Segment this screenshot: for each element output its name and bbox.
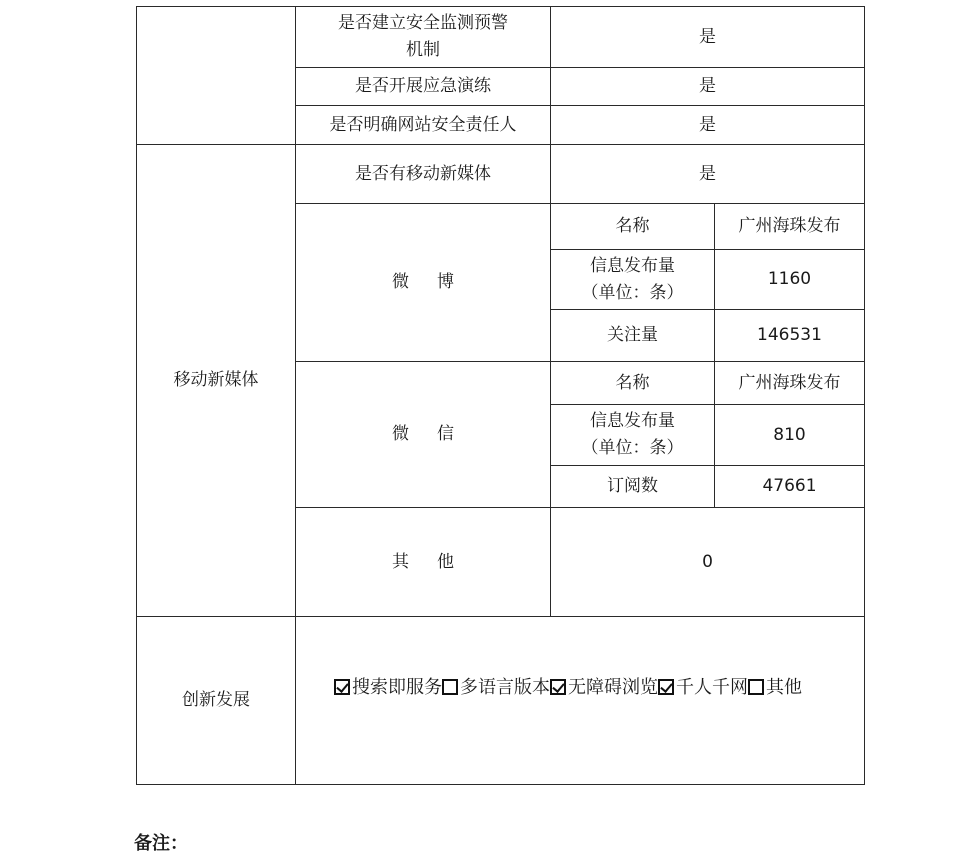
wechat-count-value: 810 xyxy=(773,424,806,445)
checked-box-icon[interactable] xyxy=(334,679,350,695)
weibo-followers-value: 146531 xyxy=(757,325,822,345)
innovation-option[interactable] xyxy=(442,674,550,701)
innovation-option-label: 多语言版本 xyxy=(460,676,550,698)
unchecked-box-icon[interactable] xyxy=(442,679,458,695)
wechat-subs-label: 订阅数 xyxy=(607,476,658,496)
weibo-label-b: 博 xyxy=(437,272,454,292)
wechat-name-value: 广州海珠发布 xyxy=(738,372,841,393)
warning-answer: 是 xyxy=(699,26,716,47)
drill-question: 是否开展应急演练 xyxy=(355,76,491,96)
innovation-option-label: 其他 xyxy=(766,676,802,698)
innovation-option[interactable] xyxy=(748,674,802,701)
warning-question-line1: 是否建立安全监测预警 xyxy=(338,13,508,33)
checked-box-icon[interactable] xyxy=(658,679,674,695)
weibo-label xyxy=(296,204,550,361)
other-value: 0 xyxy=(702,551,713,572)
innovation-option[interactable] xyxy=(658,674,748,701)
wechat-count-label-line1: 信息发布量 xyxy=(590,411,675,431)
innovation-option-label: 无障碍浏览 xyxy=(568,676,658,698)
weibo-count-label-line1: 信息发布量 xyxy=(590,255,675,276)
responsible-question: 是否明确网站安全责任人 xyxy=(329,114,517,135)
warning-question-line2: 机制 xyxy=(406,40,440,60)
wechat-count-label-line2: （单位：条） xyxy=(581,438,684,458)
weibo-count-label xyxy=(551,250,714,309)
weibo-followers-label: 关注量 xyxy=(607,325,658,345)
drill-answer: 是 xyxy=(699,76,716,96)
innovation-section-label: 创新发展 xyxy=(182,690,250,710)
responsible-answer: 是 xyxy=(699,114,716,135)
other-label-a: 其 xyxy=(392,551,409,572)
wechat-subs-value: 47661 xyxy=(762,476,817,496)
other-label-b: 他 xyxy=(437,551,454,572)
media-answer: 是 xyxy=(699,163,716,184)
table-border-bottom xyxy=(136,784,865,785)
other-label xyxy=(296,508,550,616)
wechat-label-a: 微 xyxy=(392,424,409,444)
innovation-option-label: 搜索即服务 xyxy=(352,676,442,698)
checked-box-icon[interactable] xyxy=(550,679,566,695)
innovation-option[interactable] xyxy=(550,674,658,701)
innovation-options xyxy=(296,617,864,757)
wechat-count-label xyxy=(551,405,714,465)
weibo-count-label-line2: （单位：条） xyxy=(581,282,684,303)
weibo-name-value: 广州海珠发布 xyxy=(738,216,841,236)
weibo-count-value: 1160 xyxy=(767,269,812,289)
table-border-right xyxy=(864,6,865,785)
wechat-label-b: 信 xyxy=(437,424,454,444)
innovation-option[interactable] xyxy=(334,674,442,701)
unchecked-box-icon[interactable] xyxy=(748,679,764,695)
warning-question xyxy=(296,7,550,67)
note-label: 备注： xyxy=(134,833,188,854)
wechat-label xyxy=(296,362,550,507)
wechat-name-label: 名称 xyxy=(615,372,650,393)
weibo-label-a: 微 xyxy=(392,272,409,292)
innovation-option-label: 千人千网 xyxy=(676,676,748,698)
media-question: 是否有移动新媒体 xyxy=(355,163,491,184)
weibo-name-label: 名称 xyxy=(615,216,650,236)
media-section-label: 移动新媒体 xyxy=(173,370,259,390)
